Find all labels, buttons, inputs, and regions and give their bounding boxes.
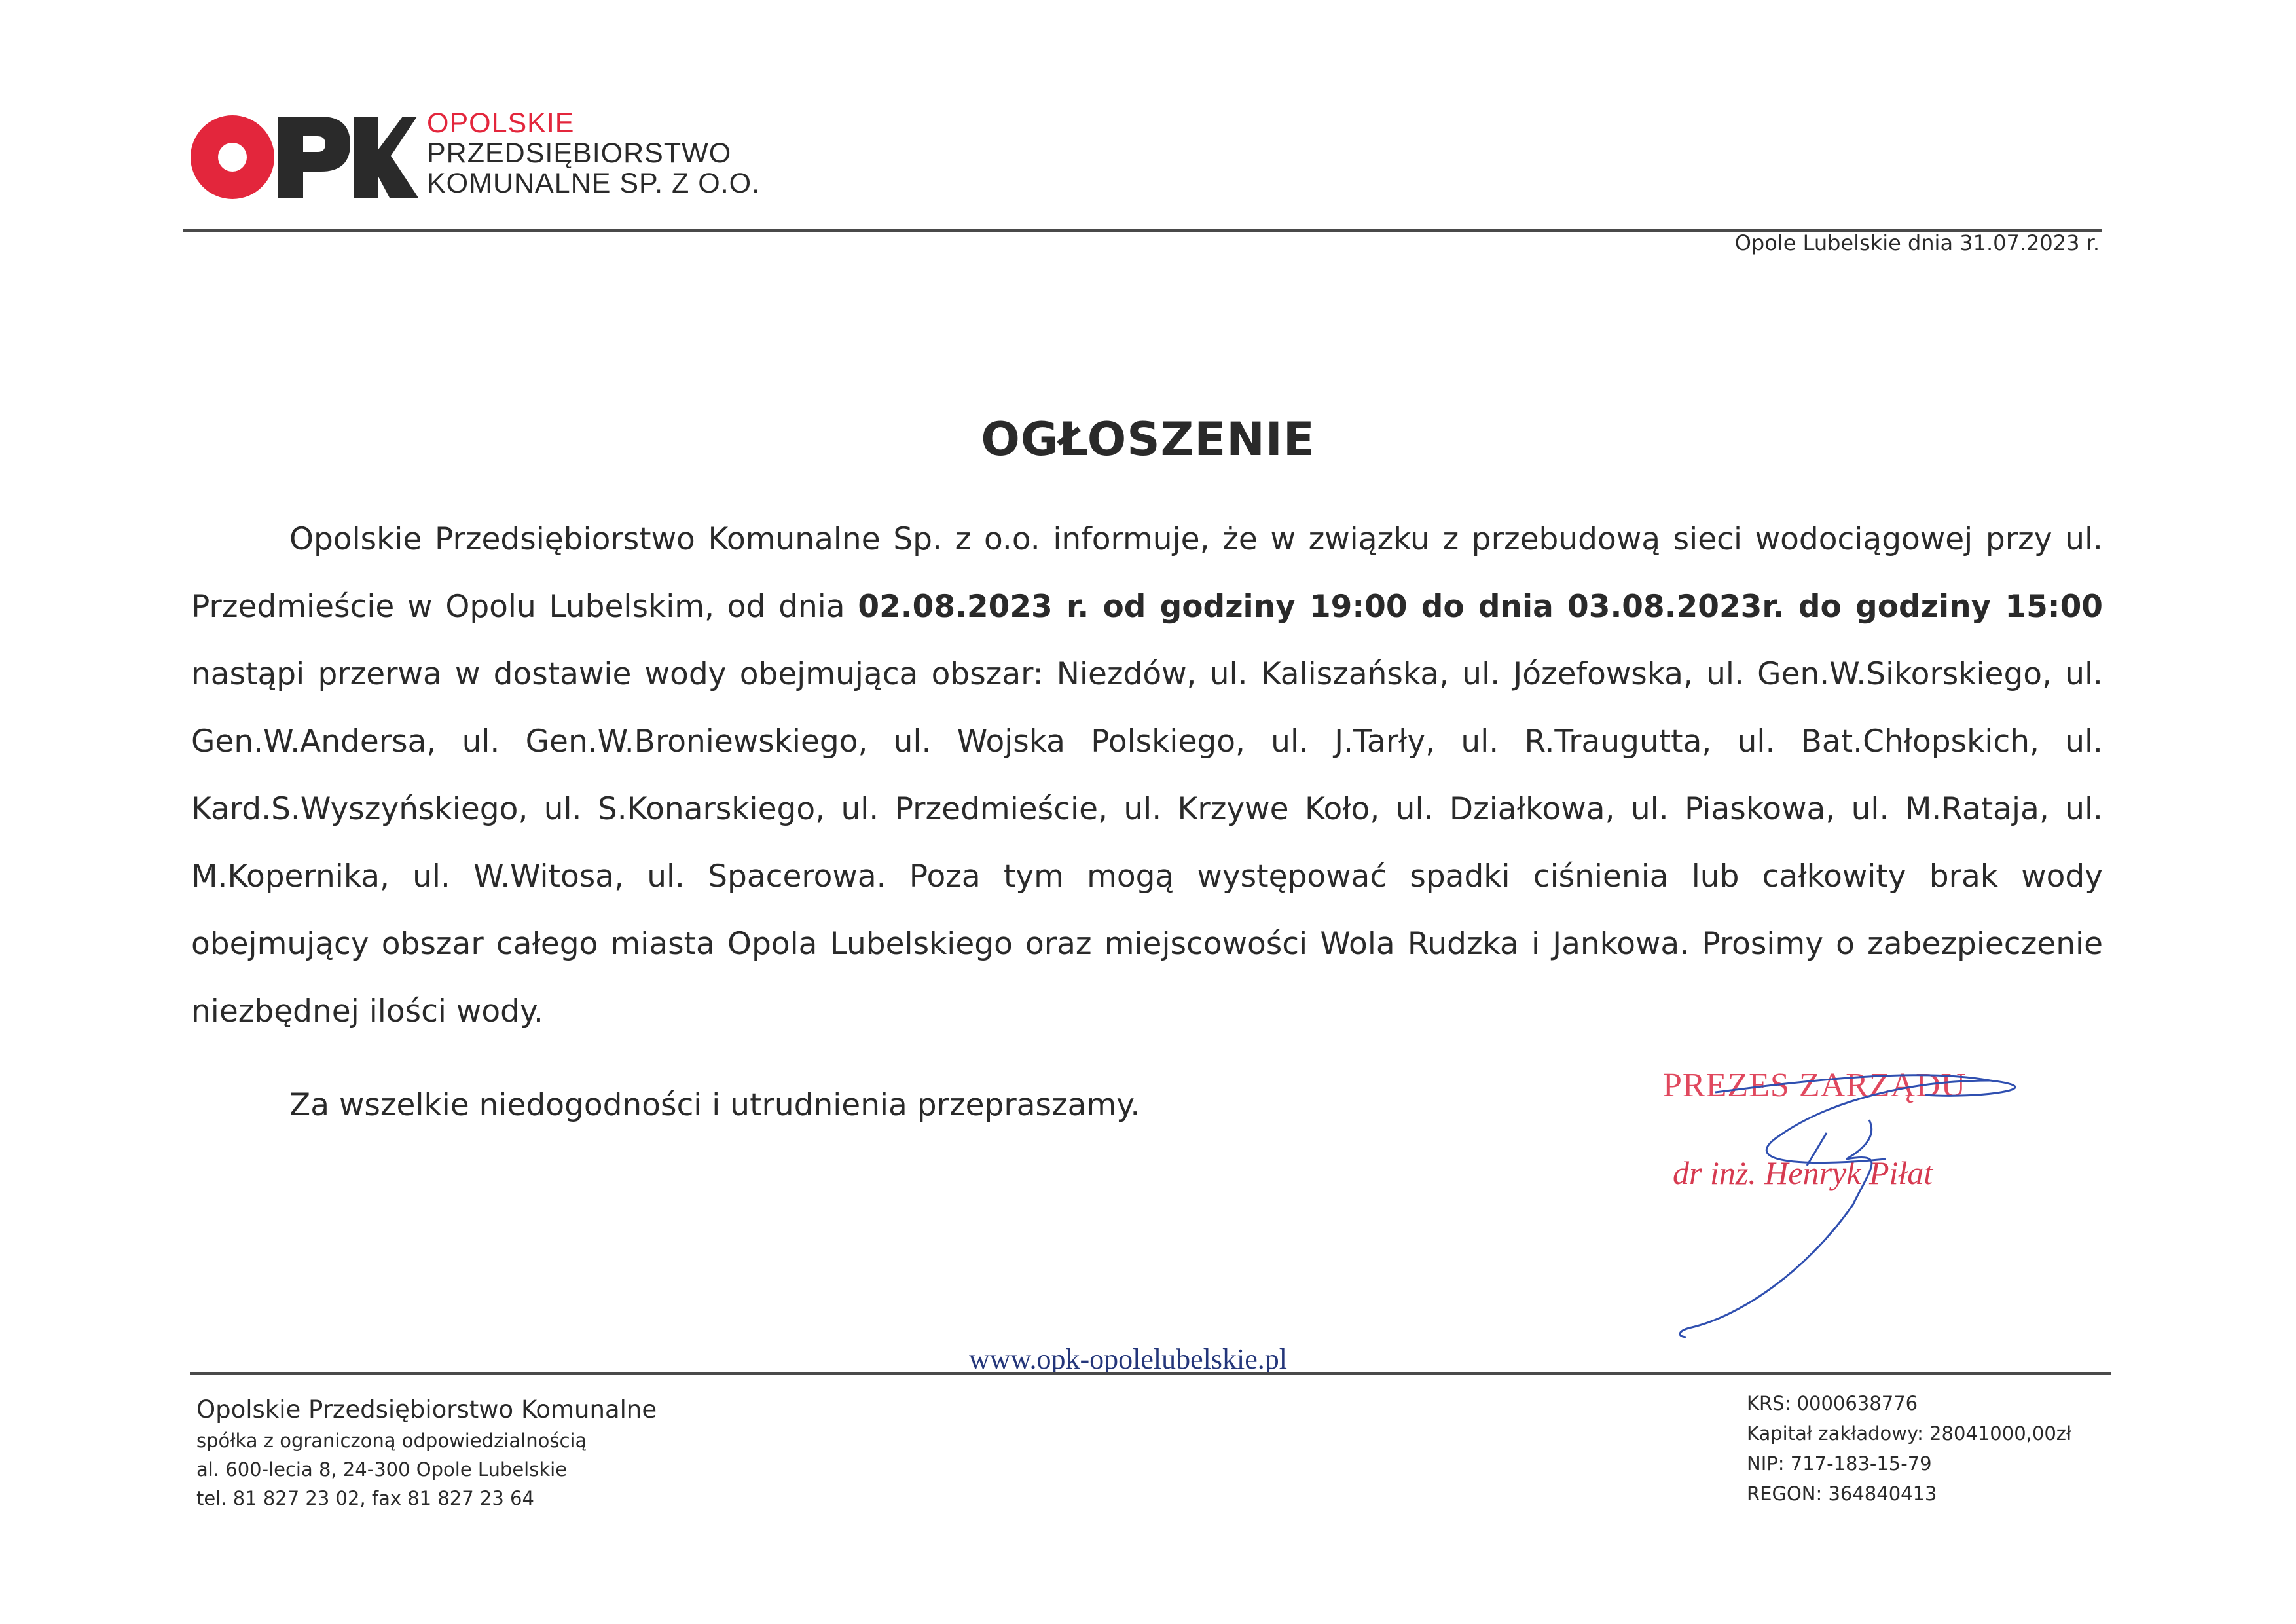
footer-registration-info	[1747, 1388, 2071, 1509]
logo-line-1: OPOLSKIE	[427, 107, 575, 139]
announcement-body	[191, 506, 2103, 1045]
document-title: OGŁOSZENIE	[981, 413, 1315, 466]
footer-krs: KRS: 0000638776	[1747, 1392, 1918, 1414]
body-text-part-2: nastąpi przerwa w dostawie wody obejmująca obszar: Niezdów, ul. Kaliszańska, ul. Józefowska, ul. Gen.W.Sikorskiego, ul. Gen.W.Andersa, ul. Gen.W.Broniewskiego, ul. Wojska Polskiego, ul. J.Tarły, ul. R.Traugutta, ul. Bat.Chłopskich, ul. Kard.S.Wyszyńskiego, ul. S.Konarskiego, ul. Przedmieście, ul. Krzywe Koło, ul. Działkowa, ul. Piaskowa, ul. M.Rataja, ul. M.Kopernika, ul. W.Witosa, ul. Spacerowa. Poza tym mogą występować spadki ciśnienia lub całkowity brak wody obejmujący obszar całego miasta Opola Lubelskiego oraz miejscowości Wola Rudzka i Jankowa. Prosimy o zabezpieczenie niezbędnej ilości wody.	[191, 656, 2103, 1029]
footer-capital: Kapitał zakładowy: 28041000,00zł	[1747, 1422, 2072, 1445]
document-date: Opole Lubelskie dnia 31.07.2023 r.	[1734, 231, 2100, 255]
logo-line-3: KOMUNALNE SP. Z O.O.	[427, 168, 761, 199]
signature-role: PREZES ZARZĄDU	[1663, 1067, 1967, 1104]
logo-line-2: PRZEDSIĘBIORSTWO	[427, 138, 732, 169]
footer-address: al. 600-lecia 8, 24-300 Opole Lubelskie	[196, 1458, 568, 1481]
signature-name: dr inż. Henryk Piłat	[1673, 1154, 1933, 1191]
footer-nip: NIP: 717-183-15-79	[1747, 1452, 1932, 1475]
footer-divider	[190, 1372, 2111, 1375]
opk-logo-mark	[187, 111, 419, 203]
footer-company-form: spółka z ograniczoną odpowiedzialnością	[196, 1430, 587, 1452]
body-text-part-1: Opolskie Przedsiębiorstwo Komunalne Sp. z o.o. informuje, że w związku z przebudową sieci wodociągowej przy ul. Przedmieście w Opolu Lubelskim, od dnia	[191, 521, 2103, 625]
footer-regon: REGON: 364840413	[1747, 1483, 1937, 1505]
footer-company-name: Opolskie Przedsiębiorstwo Komunalne	[196, 1395, 657, 1424]
website-link[interactable]: www.opk-opolelubelskie.pl	[969, 1343, 1287, 1375]
body-text-dates: 02.08.2023 r. od godziny 19:00 do dnia 03.08.2023r. do godziny 15:00	[858, 589, 2103, 625]
footer-phone: tel. 81 827 23 02, fax 81 827 23 64	[196, 1487, 534, 1509]
footer-company-info	[196, 1393, 657, 1513]
company-logo-text	[427, 108, 767, 198]
apology-text: Za wszelkie niedogodności i utrudnienia przepraszamy.	[289, 1087, 1140, 1123]
